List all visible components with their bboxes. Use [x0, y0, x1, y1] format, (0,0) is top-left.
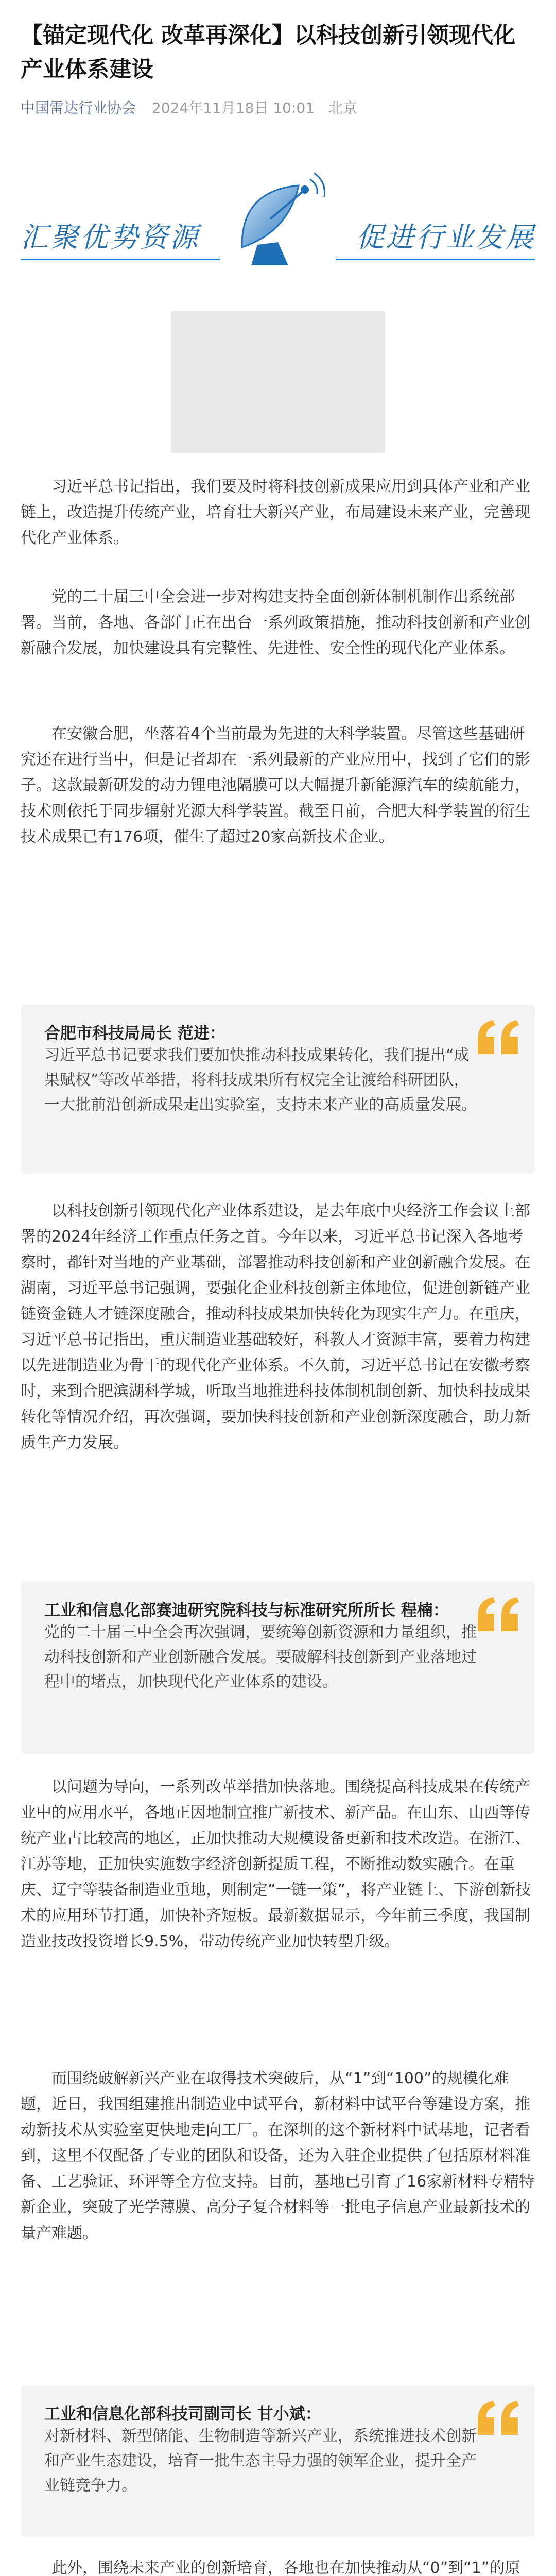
banner-line-left: [21, 259, 220, 260]
publish-date: 2024年11月18日 10:01: [151, 99, 315, 116]
article-meta: [21, 97, 357, 117]
paragraph: 党的二十届三中全会进一步对构建支持全面创新体制机制作出系统部署。当前，各地、各部门正在出台一系列政策措施，推动科技创新和产业创新融合发展，加快建设具有完整性、先进性、安全性的现代化产业体系。: [21, 588, 530, 657]
banner-slogan-right: 促进行业发展: [356, 221, 535, 253]
quote-speaker: 工业和信息化部科技司副司长 甘小斌：: [44, 2405, 321, 2424]
quote-text: 党的二十届三中全会再次强调，要统筹创新资源和力量组织，推动科技创新和产业创新融合发展。要破解科技创新到产业落地过程中的堵点，加快现代化产业体系的建设。: [44, 1623, 477, 1691]
paragraph: 以问题为导向，一系列改革举措加快落地。围绕提高科技成果在传统产业中的应用水平，各地正因地制宜推广新技术、新产品。在山东、山西等传统产业占比较高的地区，正加快推动大规模设备更新和技术改造。在浙江、江苏等地，正加快实施数字经济创新提质工程，不断推动数实融合。在重庆、辽宁等装备制造业重地，则制定“一链一策”，将产业链上、下游创新技术的应用环节打通，加快补齐短板。最新数据显示，今年前三季度，我国制造业技改投资增长9.5%，带动传统产业加快转型升级。: [21, 1778, 531, 1951]
author-org-link[interactable]: 中国雷达行业协会: [21, 99, 136, 116]
quote-text: 习近平总书记要求我们要加快推动科技成果转化，我们提出“成果赋权”等改革举措，将科技成果所有权完全让渡给科研团队，一大批前沿创新成果走出实验室，支持未来产业的高质量发展。: [44, 1046, 477, 1114]
banner-slogan-left: 汇聚优势资源: [21, 221, 200, 253]
satellite-dish-icon: [227, 170, 329, 268]
quote-speaker: 合肥市科技局局长 范进：: [44, 1024, 225, 1043]
paragraph: 习近平总书记指出，我们要及时将科技创新成果应用到具体产业和产业链上，改造提升传统产业，培育壮大新兴产业，布局建设未来产业，完善现代化产业体系。: [21, 478, 530, 547]
quote-speaker: 工业和信息化部赛迪研究院科技与标准研究所所长 程楠：: [44, 1601, 449, 1620]
article-title: 【锚定现代化 改革再深化】以科技创新引领现代化产业体系建设: [21, 23, 515, 82]
quote-card: [21, 1582, 535, 1754]
paragraph: 此外，围绕未来产业的创新培育，各地也在加快推动从“0”到“1”的原: [51, 2559, 520, 2576]
paragraph: 而围绕破解新兴产业在取得技术突破后，从“1”到“100”的规模化难题，近日，我国组建推出制造业中试平台，新材料中试平台等建设方案，推动新技术从实验室更快地走向工厂。在深圳的这个新材料中试基地，记者看到，这里不仅配备了专业的团队和设备，还为入驻企业提供了包括原材料准备、工艺验证、环评等全方位支持。目前，基地已引育了16家新材料专精特新企业，突破了光学薄膜、高分子复合材料等一批电子信息产业最新技术的量产难题。: [21, 2070, 535, 2242]
image-placeholder: [171, 311, 385, 453]
publish-location: 北京: [328, 99, 357, 116]
quote-text: 对新材料、新型储能、生物制造等新兴产业，系统推进技术创新和产业生态建设，培育一批生态主导力强的领军企业，提升全产业链竞争力。: [44, 2427, 477, 2495]
paragraph: 在安徽合肥，坐落着4个当前最为先进的大科学装置。尽管这些基础研究还在进行当中，但是记者却在一系列最新的产业应用中，找到了它们的影子。这款最新研发的动力锂电池隔膜可以大幅提升新能源汽车的续航能力，技术则依托于同步辐射光源大科学装置。截至目前，合肥大科学装置的衍生技术成果已有176项，催生了超过20家高新技术企业。: [21, 725, 530, 846]
paragraph: 以科技创新引领现代化产业体系建设，是去年底中央经济工作会议上部署的2024年经济工作重点任务之首。今年以来，习近平总书记深入各地考察时，都针对当地的产业基础，部署推动科技创新和产业创新融合发展。在湖南，习近平总书记强调，要强化企业科技创新主体地位，促进创新链产业链资金链人才链深度融合，推动科技成果加快转化为现实生产力。在重庆，习近平总书记指出，重庆制造业基础较好，科教人才资源丰富，要着力构建以先进制造业为骨干的现代化产业体系。不久前，习近平总书记在安徽考察时，来到合肥滨湖科学城，听取当地推进科技体制机制创新、加快科技成果转化等情况介绍，再次强调，要加快科技创新和产业创新深度融合，助力新质生产力发展。: [21, 1202, 530, 1452]
quote-mark-icon: [476, 1018, 521, 1056]
banner-line-right: [336, 259, 535, 260]
quote-card: [21, 1005, 535, 1174]
header-banner: [21, 170, 535, 268]
quote-mark-icon: [476, 1595, 521, 1633]
quote-mark-icon: [476, 2399, 521, 2437]
quote-card: [21, 2385, 535, 2537]
